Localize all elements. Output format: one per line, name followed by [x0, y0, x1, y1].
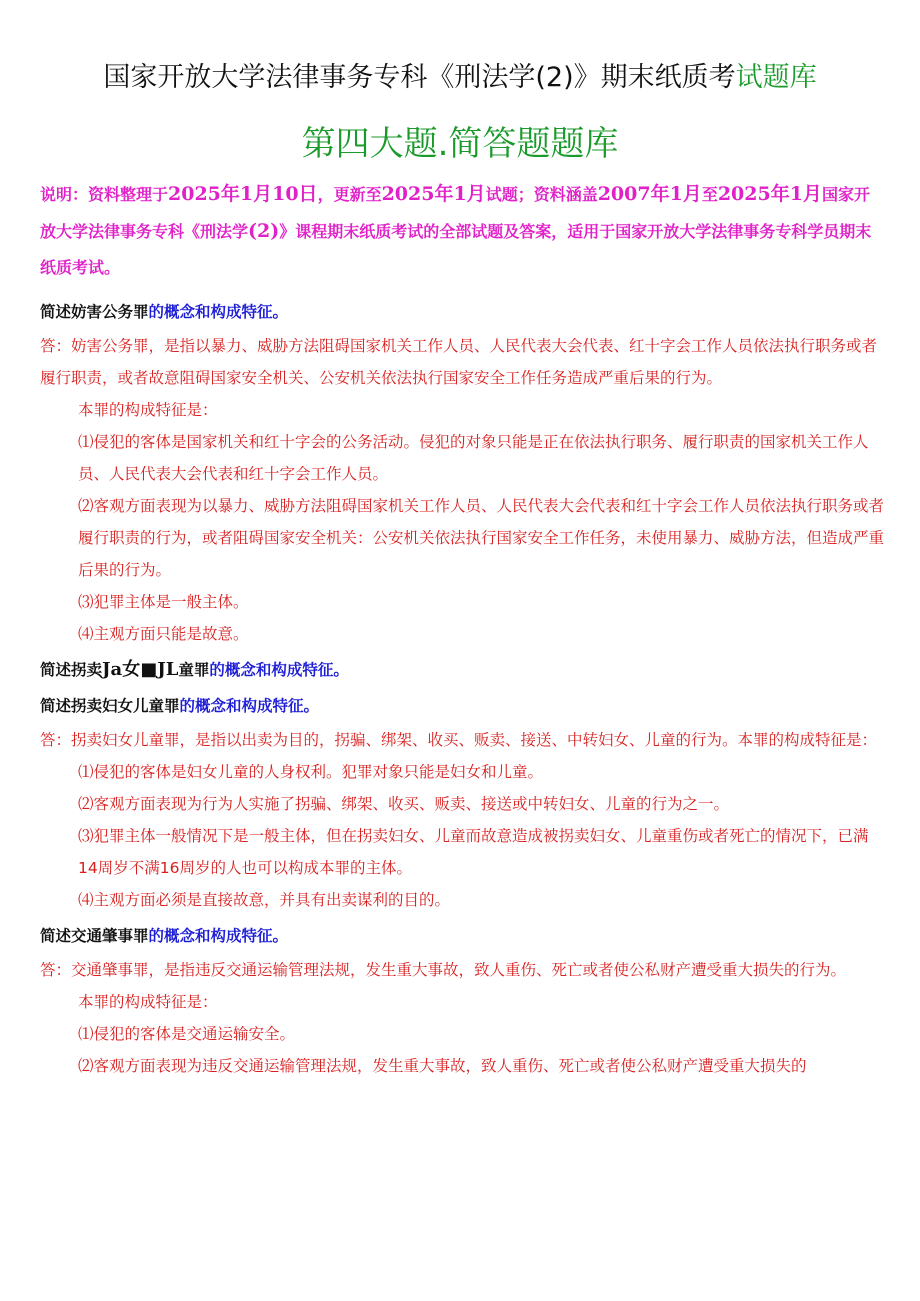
- answer-paragraph: ⑵客观方面表现为以暴力、威胁方法阻碍国家机关工作人员、人民代表大会代表和红十字会工作人员依法执行职务或者履行职责的行为，或者阻碍国家安全机关：公安机关依法执行国家安全工作任务，未使用暴力、威胁方法，但造成严重后果的行为。: [78, 497, 885, 579]
- notice-date: 2025年1月: [717, 183, 822, 205]
- content-body: [40, 292, 885, 1082]
- notice-date: (2): [248, 220, 280, 242]
- answer-paragraph: 答：交通肇事罪，是指违反交通运输管理法规，发生重大事故，致人重伤、死亡或者使公私财产遭受重大损失的行为。: [40, 961, 847, 979]
- answer-paragraph: 答：拐卖妇女儿童罪，是指以出卖为目的，拐骗、绑架、收买、贩卖、接送、中转妇女、儿童的行为。本罪的构成特征是：: [40, 731, 878, 749]
- question-heading: [40, 920, 885, 952]
- answer-paragraph: 本罪的构成特征是：: [78, 401, 218, 419]
- question-suffix: 的概念和构成特征。: [179, 697, 320, 715]
- notice-part: 至: [701, 185, 718, 204]
- answer-paragraph: 答：妨害公务罪，是指以暴力、威胁方法阻碍国家机关工作人员、人民代表大会代表、红十字会工作人员依法执行职务或者履行职责，或者故意阻碍国家安全机关、公安机关依法执行国家安全工作任务造成严重后果的行为。: [40, 337, 878, 387]
- question-suffix: 的概念和构成特征。: [209, 661, 349, 679]
- question-heading: [40, 690, 885, 722]
- question-heading: [40, 296, 885, 328]
- answer-paragraph: ⑵客观方面表现为违反交通运输管理法规，发生重大事故，致人重伤、死亡或者使公私财产遭受重大损失的: [78, 1057, 807, 1075]
- answer-paragraph: 本罪的构成特征是：: [78, 993, 218, 1011]
- notice-part: 说明：资料整理于: [40, 185, 169, 204]
- answer-paragraph: ⑴侵犯的客体是妇女儿童的人身权利。犯罪对象只能是妇女和儿童。: [78, 763, 544, 781]
- notice-part: 》课程期末纸质考试的全部试题及答案，适用于国家开放大学法律事务专科学员期末纸质考试。: [40, 222, 872, 277]
- question-text: 简述交通肇事罪: [40, 927, 149, 945]
- answer-paragraph: ⑶犯罪主体是一般主体。: [78, 593, 249, 611]
- answer-paragraph: ⑴侵犯的客体是国家机关和红十字会的公务活动。侵犯的对象只能是正在依法执行职务、履行职责的国家机关工作人员、人民代表大会代表和红十字会工作人员。: [78, 433, 869, 483]
- title-green: 试题库: [735, 62, 817, 93]
- question-suffix: 的概念和构成特征。: [148, 303, 289, 321]
- notice-part: ，更新至: [317, 185, 382, 204]
- answer-paragraph: ⑶犯罪主体一般情况下是一般主体，但在拐卖妇女、儿童而故意造成被拐卖妇女、儿童重伤或者死亡的情况下，已满14周岁不满16周岁的人也可以构成本罪的主体。: [78, 827, 869, 877]
- notice-text: [40, 176, 885, 286]
- question-text: 简述妨害公务罪: [40, 303, 149, 321]
- question-garbled-text: Ja女■JL: [102, 659, 179, 680]
- question-text: 简述拐卖妇女儿童罪: [40, 697, 180, 715]
- notice-part: 试题；资料涵盖: [485, 185, 598, 204]
- notice-date: 2007年1月: [597, 183, 702, 205]
- answer-paragraph: ⑷主观方面只能是故意。: [78, 625, 249, 643]
- question-text: 简述拐卖: [40, 661, 103, 679]
- title-main: 国家开放大学法律事务专科《刑法学(2)》期末纸质考: [103, 62, 736, 93]
- section-title: 第四大题.简答题题库: [301, 124, 619, 164]
- question-heading: [40, 654, 885, 686]
- notice-part: 国家开放大学法律事务专科《刑法学: [40, 185, 870, 241]
- answer-paragraph: ⑵客观方面表现为行为人实施了拐骗、绑架、收买、贩卖、接送或中转妇女、儿童的行为之一。: [78, 795, 730, 813]
- notice-date: 2025年1月10日: [168, 183, 318, 205]
- question-text: 童罪: [178, 661, 210, 679]
- answer-paragraph: ⑴侵犯的客体是交通运输安全。: [78, 1025, 296, 1043]
- question-suffix: 的概念和构成特征。: [148, 927, 289, 945]
- notice-date: 2025年1月: [381, 183, 486, 205]
- page-title: [0, 58, 920, 98]
- answer-paragraph: ⑷主观方面必须是直接故意，并具有出卖谋利的目的。: [78, 891, 451, 909]
